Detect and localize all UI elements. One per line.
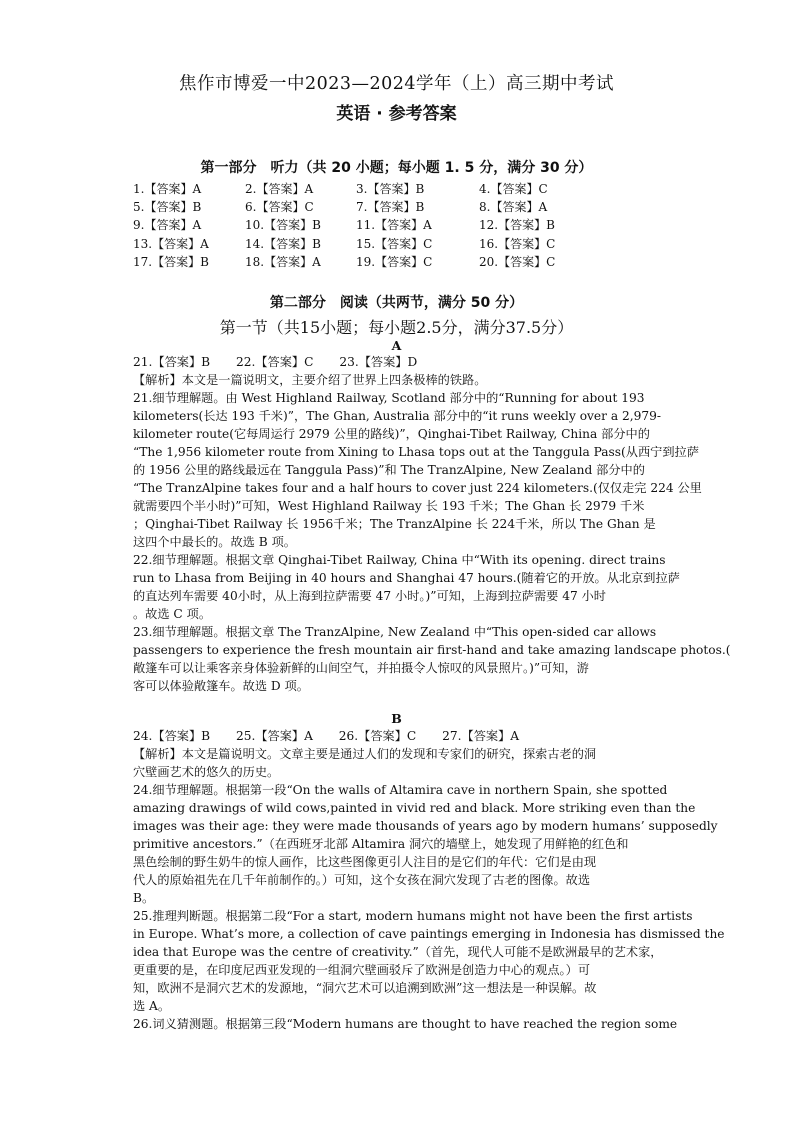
answer-item: 2.【答案】A xyxy=(245,182,314,196)
answer-item: 7.【答案】B xyxy=(356,200,425,215)
answer-row xyxy=(133,235,593,253)
text-line: passengers to experience the fresh mountain air first-hand and take amazing landscape photos.( xyxy=(133,643,731,657)
part2-heading: 第二部分 阅读（共两节，满分 50 分） xyxy=(269,295,524,311)
answer-item: 9.【答案】A xyxy=(133,218,202,233)
text-line: kilometer route(它每周运行 2979 公里的路线)”，Qinghai-Tibet Railway, China 部分中的 xyxy=(133,427,650,441)
page-subtitle: 英语 · 参考答案 xyxy=(336,104,457,124)
answer-item: 27.【答案】A xyxy=(442,729,520,743)
answer-item: 25.【答案】A xyxy=(235,729,313,743)
text-line: 。故选 C 项。 xyxy=(133,607,212,621)
answer-item: 19.【答案】C xyxy=(356,254,433,269)
answer-row xyxy=(133,180,593,198)
answer-row xyxy=(133,253,593,271)
answer-item: 23.【答案】D xyxy=(339,355,418,369)
text-line: 21.细节理解题。由 West Highland Railway, Scotland 部分中的“Running for about 193 xyxy=(133,391,645,405)
text-line: 的 1956 公里的路线最远在 Tanggula Pass)”和 The TranzAlpine, New Zealand 部分中的 xyxy=(133,463,645,477)
answer-item: 8.【答案】A xyxy=(479,200,548,215)
text-line: 更重要的是，在印度尼西亚发现的一组洞穴壁画驳斥了欧洲是创造力中心的观点。）可 xyxy=(133,963,591,977)
text-line: 这四个中最长的。故选 B 项。 xyxy=(133,535,296,549)
text-line: 穴壁画艺术的悠久的历史。 xyxy=(133,765,280,779)
answer-item: 26.【答案】C xyxy=(338,729,417,743)
answer-item: 11.【答案】A xyxy=(356,218,432,233)
answer-item: 12.【答案】B xyxy=(479,218,555,233)
text-line: 25.推理判断题。根据第二段“For a start, modern humans might not have been the first artists xyxy=(133,909,693,923)
answer-item: 5.【答案】B xyxy=(133,200,202,215)
answer-item: 18.【答案】A xyxy=(245,254,321,269)
answer-item: 3.【答案】B xyxy=(356,182,425,196)
passage-b-answers xyxy=(133,727,663,745)
text-line: 的直达列车需要 40小时，从上海到拉萨需要 47 小时。)”可知，上海到拉萨需要 47 小时 xyxy=(133,589,606,603)
text-line: 22.细节理解题。根据文章 Qinghai-Tibet Railway, China 中“With its opening. direct trains xyxy=(133,553,666,567)
text-line: 24.细节理解题。根据第一段“On the walls of Altamira cave in northern Spain, she spotted xyxy=(133,783,668,797)
answer-item: 14.【答案】B xyxy=(245,236,321,251)
text-line: in Europe. What’s more, a collection of cave paintings emerging in Indonesia has dismissed the xyxy=(133,927,725,941)
text-line: 敞篷车可以让乘客亲身体验新鲜的山间空气，并拍摄令人惊叹的风景照片。)”可知，游 xyxy=(133,661,589,675)
text-line: 23.细节理解题。根据文章 The TranzAlpine, New Zealand 中“This open-sided car allows xyxy=(133,625,657,639)
answer-item: 15.【答案】C xyxy=(356,236,433,251)
text-line: 知，欧洲不是洞穴艺术的发源地，“洞穴艺术可以追溯到欧洲”这一想法是一种误解。故 xyxy=(133,981,597,995)
text-line: kilometers(长达 193 千米)”，The Ghan, Australia 部分中的“it runs weekly over a 2,979- xyxy=(133,409,661,423)
text-line: images was their age: they were made thousands of years ago by modern humans’ supposedly xyxy=(133,819,718,833)
answer-item: 22.【答案】C xyxy=(235,355,314,369)
part1-heading: 第一部分 听力（共 20 小题；每小题 1. 5 分，满分 30 分） xyxy=(200,160,593,176)
text-line: 26.词义猜测题。根据第三段“Modern humans are thought to have reached the region some xyxy=(133,1017,678,1031)
text-line: 【解析】本文是一篇说明文，主要介绍了世界上四条极棒的铁路。 xyxy=(133,373,487,387)
text-line: 选 A。 xyxy=(133,999,171,1013)
text-line: 就需要四个半小时)”可知，West Highland Railway 长 193 千米；The Ghan 长 2979 千米 xyxy=(133,499,645,513)
text-line: B。 xyxy=(133,891,155,905)
text-line: 客可以体验敞篷车。故选 D 项。 xyxy=(133,679,309,693)
passage-a-answers xyxy=(133,353,663,371)
text-line: run to Lhasa from Beijing in 40 hours and Shanghai 47 hours.(随着它的开放。从北京到拉萨 xyxy=(133,571,680,585)
answer-row xyxy=(133,198,593,216)
part1-answer-grid xyxy=(133,180,593,271)
text-line: “The TranzAlpine takes four and a half hours to cover just 224 kilometers.(仅仅走完 224 公里 xyxy=(133,481,702,495)
answer-item: 24.【答案】B xyxy=(133,729,211,743)
text-line: ；Qinghai-Tibet Railway 长 1956千米；The TranzAlpine 长 224千米，所以 The Ghan 是 xyxy=(133,517,656,531)
text-line: 【解析】本文是篇说明文。文章主要是通过人们的发现和专家们的研究，探索古老的洞 xyxy=(133,747,597,761)
passage-a-letter: A xyxy=(391,338,402,353)
answer-row xyxy=(133,216,593,234)
text-line: amazing drawings of wild cows,painted in vivid red and black. More striking even than the xyxy=(133,801,696,815)
text-line: idea that Europe was the centre of creativity.”（首先，现代人可能不是欧洲最早的艺术家， xyxy=(133,945,663,959)
answer-item: 13.【答案】A xyxy=(133,236,209,251)
answer-item: 17.【答案】B xyxy=(133,254,209,269)
answer-item: 1.【答案】A xyxy=(133,182,202,196)
page-title: 焦作市博爱一中2023—2024学年（上）高三期中考试 xyxy=(178,74,615,94)
answer-item: 20.【答案】C xyxy=(479,254,556,269)
text-line: 代人的原始祖先在几千年前制作的。）可知，这个女孩在洞穴发现了古老的图像。故选 xyxy=(133,873,591,887)
text-line: 黑色绘制的野生奶牛的惊人画作，比这些图像更引人注目的是它们的年代：它们是由现 xyxy=(133,855,597,869)
section1-heading: 第一节（共15小题；每小题2.5分，满分37.5分） xyxy=(219,318,574,337)
answer-item: 6.【答案】C xyxy=(245,200,314,215)
answer-item: 21.【答案】B xyxy=(133,355,211,369)
passage-b-letter: B xyxy=(391,711,402,726)
answer-item: 10.【答案】B xyxy=(245,218,321,233)
text-line: “The 1,956 kilometer route from Xining to Lhasa tops out at the Tanggula Pass(从西宁到拉萨 xyxy=(133,445,699,459)
answer-item: 4.【答案】C xyxy=(479,182,548,196)
answer-item: 16.【答案】C xyxy=(479,236,556,251)
text-line: primitive ancestors.”（在西班牙北部 Altamira 洞穴的墙壁上，她发现了用鲜艳的红色和 xyxy=(133,837,629,851)
